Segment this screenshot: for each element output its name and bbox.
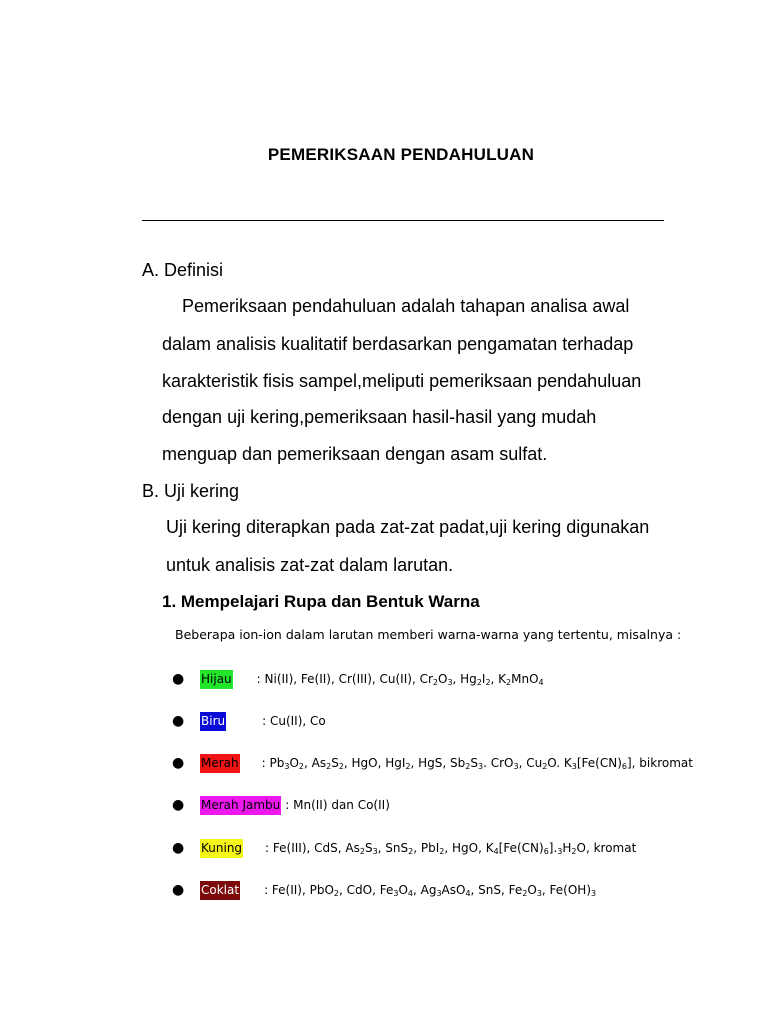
bullet-icon: ● xyxy=(172,882,185,898)
color-item-kuning xyxy=(172,837,636,859)
section-b-heading: B. Uji kering xyxy=(142,481,240,501)
section-a-line-3: karakteristik fisis sampel,meliputi pemeriksaan pendahuluan xyxy=(162,371,642,391)
section-b-line-2: untuk analisis zat-zat dalam larutan. xyxy=(166,555,454,575)
bullet-icon: ● xyxy=(172,671,185,687)
ion-list: : $Pb_3O_2$, $As_2S_2$, HgO, HgI$_2$, HgS, $Sb_2S_3$. CrO$_3$, $Cu_2O$. $K_3[Fe(CN)_6]$, bikromat xyxy=(261,756,693,771)
section-a-line-2: dalam analisis kualitatif berdasarkan pengamatan terhadap xyxy=(162,334,634,354)
color-swatch: Merah Jambu xyxy=(200,796,281,815)
color-swatch: Biru xyxy=(200,712,226,731)
color-swatch: Hijau xyxy=(200,670,233,689)
ion-list: : Cu(II), Co xyxy=(262,714,326,728)
document-title: PEMERIKSAAN PENDAHULUAN xyxy=(267,145,535,164)
ion-list: : Ni(II), Fe(II), Cr(III), Cu(II), $Cr_2O_3$, $Hg_2I_2$, $K_2MnO_4$ xyxy=(256,672,544,687)
section-b-line-1: Uji kering diterapkan pada zat-zat padat,uji kering digunakan xyxy=(166,517,650,537)
color-swatch: Kuning xyxy=(200,839,243,858)
title-divider xyxy=(142,220,664,221)
color-item-biru xyxy=(172,710,326,732)
section-a-heading: A. Definisi xyxy=(142,260,224,280)
section-a-line-5: menguap dan pemeriksaan dengan asam sulfat. xyxy=(162,444,548,464)
ion-list: : Mn(II) dan Co(II) xyxy=(285,798,390,812)
subsection-heading: 1. Mempelajari Rupa dan Bentuk Warna xyxy=(162,592,480,611)
color-list-intro: Beberapa ion-ion dalam larutan memberi warna-warna yang tertentu, misalnya : xyxy=(175,627,682,642)
bullet-icon: ● xyxy=(172,797,185,813)
section-a-line-4: dengan uji kering,pemeriksaan hasil-hasil yang mudah xyxy=(162,407,597,427)
color-item-merah-jambu xyxy=(172,794,390,816)
ion-list: : Fe(III), CdS, $As_2S_3$, SnS$_2$, PbI$_2$, HgO, $K_4[Fe(CN)_6]._3H_2O$, kromat xyxy=(265,841,637,856)
section-a-line-1: Pemeriksaan pendahuluan adalah tahapan analisa awal xyxy=(182,296,630,316)
color-swatch: Coklat xyxy=(200,881,240,900)
bullet-icon: ● xyxy=(172,713,185,729)
bullet-icon: ● xyxy=(172,755,185,771)
color-item-hijau xyxy=(172,668,544,690)
bullet-icon: ● xyxy=(172,840,185,856)
color-item-coklat xyxy=(172,879,596,901)
color-item-merah xyxy=(172,752,693,774)
color-swatch: Merah xyxy=(200,754,240,773)
ion-list: : Fe(II), PbO$_2$, CdO, $Fe_3O_4$, $Ag_3AsO_4$, SnS, $Fe_2O_3$, $Fe(OH)_3$ xyxy=(264,883,597,898)
